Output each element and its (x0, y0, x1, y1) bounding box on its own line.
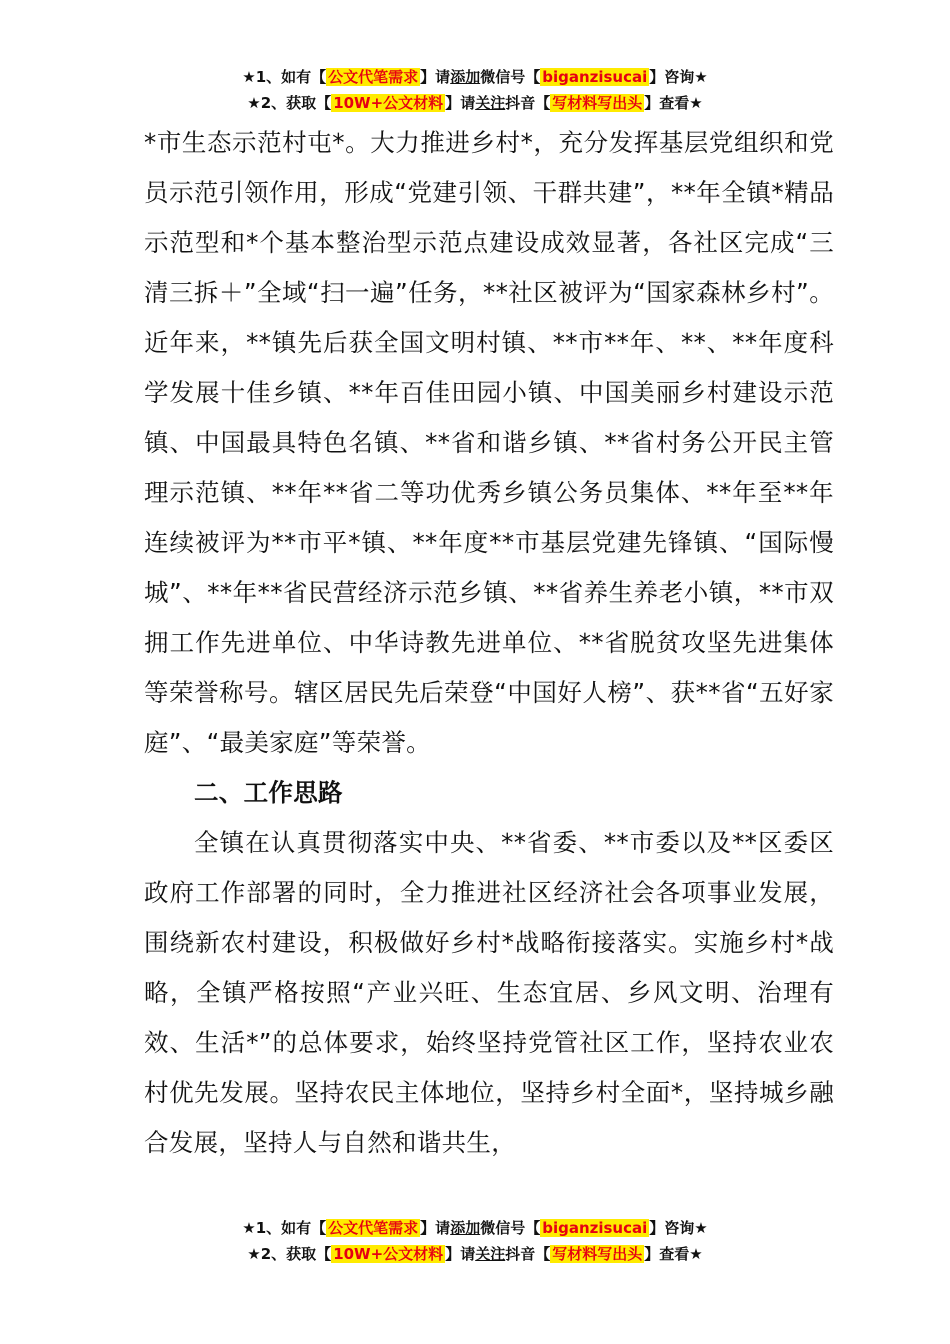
banner-text: 】请 (445, 1245, 476, 1263)
banner-text: 】请 (420, 1219, 451, 1237)
banner-text: 抖音【 (505, 94, 551, 112)
section-heading: 二、工作思路 (194, 778, 343, 807)
underlined-text: 关注 (475, 94, 506, 112)
underlined-text: 关注 (475, 1245, 506, 1263)
banner-text: 】咨询★ (649, 1219, 708, 1237)
paragraph-work-ideas: 全镇在认真贯彻落实中央、**省委、**市委以及**区委区政府工作部署的同时，全力推进社区经济社会各项事业发展，围绕新农村建设，积极做好乡村*战略衔接落实。实施乡村*战略，全镇严格按照“产业兴旺、生态宜居、乡风文明、治理有效、生活*”的总体要求，始终坚持党管社区工作，坚持农业农村优先发展。坚持农民主体地位，坚持乡村全面*，坚持城乡融合发展，坚持人与自然和谐共生， (144, 828, 834, 1157)
banner-line-2 (0, 90, 950, 116)
banner-text: 微信号【 (480, 1219, 541, 1237)
banner-text: 】查看★ (644, 94, 703, 112)
highlight-text: 10W+公文材料 (333, 1245, 444, 1263)
banner-text: ★1、如有【 (242, 1219, 327, 1237)
banner-text: 】查看★ (644, 1245, 703, 1263)
banner-text: 】请 (445, 94, 476, 112)
header-banner (0, 64, 950, 116)
wechat-id: biganzisucai (542, 68, 648, 86)
banner-text: ★1、如有【 (242, 68, 327, 86)
highlight-text: 公文代笔需求 (328, 68, 419, 86)
banner-text: 】请 (420, 68, 451, 86)
underlined-text: 添加 (450, 1219, 481, 1237)
wechat-id: biganzisucai (542, 1219, 648, 1237)
douyin-account: 写材料写出头 (552, 1245, 643, 1263)
footer-banner (0, 1215, 950, 1267)
banner-text: ★2、获取【 (247, 94, 332, 112)
banner-text: 】咨询★ (649, 68, 708, 86)
banner-text: 微信号【 (480, 68, 541, 86)
highlight-text: 公文代笔需求 (328, 1219, 419, 1237)
document-body (144, 118, 834, 1168)
highlight-text: 10W+公文材料 (333, 94, 444, 112)
banner-line-1 (0, 1215, 950, 1241)
banner-line-1 (0, 64, 950, 90)
banner-text: ★2、获取【 (247, 1245, 332, 1263)
banner-line-2 (0, 1241, 950, 1267)
banner-text: 抖音【 (505, 1245, 551, 1263)
underlined-text: 添加 (450, 68, 481, 86)
douyin-account: 写材料写出头 (552, 94, 643, 112)
paragraph-honors: *市生态示范村屯*。大力推进乡村*，充分发挥基层党组织和党员示范引领作用，形成“党建引领、干群共建”，**年全镇*精品示范型和*个基本整治型示范点建设成效显著，各社区完成“三清三拆＋”全域“扫一遍”任务，**社区被评为“国家森林乡村”。近年来，**镇先后获全国文明村镇、**市**年、**、**年度科学发展十佳乡镇、**年百佳田园小镇、中国美丽乡村建设示范镇、中国最具特色名镇、**省和谐乡镇、**省村务公开民主管理示范镇、**年**省二等功优秀乡镇公务员集体、**年至**年连续被评为**市平*镇、**年度**市基层党建先锋镇、“国际慢城”、**年**省民营经济示范乡镇、**省养生养老小镇，**市双拥工作先进单位、中华诗教先进单位、**省脱贫攻坚先进集体等荣誉称号。辖区居民先后荣登“中国好人榜”、获**省“五好家庭”、“最美家庭”等荣誉。 (144, 128, 834, 757)
